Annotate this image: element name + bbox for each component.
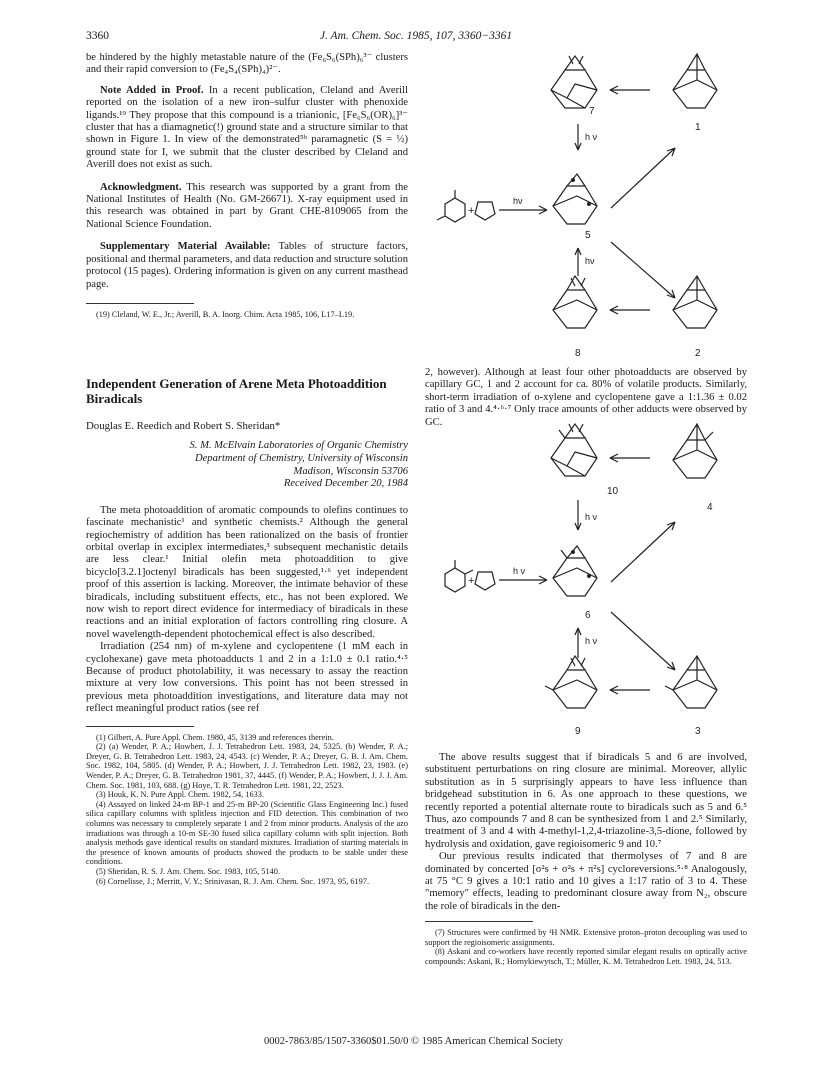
journal-citation: J. Am. Chem. Soc. 1985, 107, 3360−3361 — [319, 30, 513, 42]
authors: Douglas E. Reedich and Robert S. Sheridan* — [86, 420, 281, 432]
ack-heading: Acknowledgment. — [100, 181, 182, 193]
supp-text: Tables of structure factors, positional and thermal parameters, and data reduction and structure solution protocol (15 pages). Ordering information is given on any current masthead page. — [86, 241, 408, 290]
left-column — [86, 52, 408, 320]
page-header — [86, 30, 746, 46]
affiliation-line-1: S. M. McElvain Laboratories of Organic Chemistry — [189, 440, 408, 452]
scheme-2 — [425, 422, 747, 742]
article-title: Independent Generation of Arene Meta Photoaddition Biradicals — [86, 376, 387, 406]
footnotes-right — [425, 928, 747, 966]
cyclopentene-structure — [475, 202, 495, 220]
hv-label-6: h ν — [585, 636, 598, 646]
intro-paragraph: be hindered by the highly metastable nature of the (Fe₆S₆(SPh)₆³⁻ clusters and their rapid conversion to (Fe₄S₄(SPh)₄)²⁻. — [86, 52, 408, 76]
note-text: In a recent publication, Cleland and Averill reported on the isolation of a new iron–sulfur cluster with phenoxide ligands.¹⁹ They propose that this compound is a trianionic, [Fe₆S₆(OR)₆]³⁻ cluster that has a diamagnetic(!) ground state and a structure similar to that shown in Figure 1. In view of the demonstrated⁵ᵇ paramagnetic (S = ½) ground state for I, we submit that the cluster described by Cleland and Averill does not exist as such. — [86, 84, 408, 171]
page-footer: 0002-7863/85/1507-3360$01.50/0 © 1985 American Chemical Society — [263, 1036, 564, 1047]
arrow-5-to-2 — [611, 242, 675, 298]
note-heading: Note Added in Proof. — [100, 84, 204, 96]
m-xylene-structure — [437, 190, 465, 222]
hv-label-3: hν — [585, 256, 595, 266]
supplementary-material — [86, 241, 408, 291]
right-body — [425, 752, 747, 967]
body-paragraph-2: Irradiation (254 nm) of m-xylene and cyclopentene (1 mM each in cyclohexane) gave meta photoadducts 1 and 2 in a 1:1.0 ± 0.1 ratio.⁴·⁵ Because of product photolability, it was necessary to assay the reaction mixture at very low conversions. This point has not been stressed in previous meta photoaddition investigations, and literature data may not reflect meaningful product ratios (see ref — [86, 641, 408, 715]
footnote-item: (2) (a) Wender, P. A.; Howbert, J. J. Tetrahedron Lett. 1983, 24, 5325. (b) Wender, P. A.; Dreyer, G. B. Tetrahedron Lett. 1983, 24, 4543. (c) Wender, P. A.; Dreyer, G. B. J. Am. Chem. Soc. 1982, 104, 5805. (d) Wender, P. A.; Howbert, J. J. Tetrahedron Lett. 1982, 23, 1983. (e) Wender, P. A.; Dreyer, G. B. Tetrahedron 1981, 37, 4445. (f) Wender, P. A.; Howbert, J. J. J. Am. Chem. Soc. 1981, 103, 688. (g) Hoye, T. R. Tetrahedron Lett. 1981, 22, 2523. — [86, 742, 408, 790]
received-date: Received December 20, 1984 — [283, 478, 408, 490]
right-para-c: Our previous results indicated that thermolyses of 7 and 8 are dominated by concerted [σ²s + σ²s + π²s] cycloreversions.⁵·⁸ Analogously, at 75 °C 9 gives a 10:1 ratio and 10 gives a 1:17 ratio of 3 to 4. These "memory" effects, leading to predominant closure away from N₂, obscure the role of biradicals in the den- — [425, 851, 747, 912]
structure-5 — [553, 174, 597, 224]
footnote-rule — [86, 303, 194, 304]
article-start — [86, 376, 408, 886]
label-10: 10 — [607, 486, 619, 497]
note-added-in-proof — [86, 85, 408, 172]
label-4: 4 — [707, 502, 713, 513]
svg-text:+: + — [468, 205, 475, 217]
arrow-6-to-3 — [611, 612, 675, 670]
label-9: 9 — [575, 726, 581, 737]
hv-label-5: h ν — [513, 566, 526, 576]
body-paragraph-1: The meta photoaddition of aromatic compounds to olefins continues to fascinate mechanistic¹ and synthetic chemists.² Although the general regiochemistry of addition has been rationalized on the basis of frontier orbital overlap in exciplex intermediates,³ subsequent mechanistic details are less clear.¹ Initial olefin meta photoaddition to give bicyclo[3.2.1]octenyl biradicals has been suggested,¹·⁶ yet independent proof of this assertion is lacking. Moreover, the intimate behavior of these biradicals, including substituent effects, etc., has not been explored. We now wish to report direct evidence for intermediacy of biradicals in these reactions and an initial exploration of factors controlling ring closure. A novel wavelength-dependent photochemical effect is also described. — [86, 504, 408, 640]
label-7: 7 — [589, 106, 595, 117]
hv-label-2: hν — [513, 196, 523, 206]
cyclopentene-structure-2 — [475, 572, 495, 590]
right-para-a: 2, however). Although at least four other photoadducts are observed by capillary GC, 1 and 2 account for ca. 80% of volatile products. Similarly, short-term irradiation of o-xylene and cyclopentene gave a 1:1.36 ± 0.02 ratio of 3 and 4.⁴·⁶·⁷ Only trace amounts of other adducts were observed by GC. — [425, 367, 747, 428]
arrow-5-to-1 — [611, 148, 675, 208]
footnote-item: (6) Cornelisse, J.; Merritt, V. Y.; Srinivasan, R. J. Am. Chem. Soc. 1973, 95, 6197. — [96, 876, 370, 886]
footnote-19: (19) Cleland, W. E., Jr.; Averill, B. A. Inorg. Chim. Acta 1985, 106, L17–L19. — [96, 309, 355, 319]
label-5: 5 — [585, 230, 591, 241]
footnote-item: (4) Assayed on linked 24-m BP-1 and 25-m BP-20 (Scientific Glass Engineering Inc.) fused silica capillary columns with splitless injection and FID detection. This combination of two columns was necessary to completely separate 1 and 2 from minor products. Analysis of the azo irradiations was through a 10-m SE-30 fused silica capillary column with split injection. Both analysis methods gave identical results on standard mixtures. Irradiation of starting materials in the presence of known amounts of products showed the products to be stable under these conditions. — [86, 799, 408, 867]
structure-8 — [553, 276, 597, 328]
acknowledgment — [86, 182, 408, 232]
structure-10 — [551, 424, 597, 476]
hv-label-4: h ν — [585, 512, 598, 522]
affiliation — [86, 440, 408, 490]
label-3: 3 — [695, 726, 701, 737]
affiliation-line-2: Department of Chemistry, University of Wisconsin — [194, 453, 408, 464]
scheme-1 — [425, 52, 747, 364]
hv-label-1: h ν — [585, 132, 598, 142]
structure-7 — [551, 56, 597, 108]
footnotes-left — [86, 733, 408, 887]
structure-4 — [673, 424, 717, 478]
footnote-item: (7) Structures were confirmed by ¹H NMR. Extensive proton–proton decoupling was used to support the regioisomeric assignments. — [425, 928, 747, 947]
footnote-item: (3) Houk, K. N. Pure Appl. Chem. 1982, 54, 1633. — [96, 790, 265, 800]
label-1: 1 — [695, 122, 701, 133]
footnote-item: (5) Sheridan, R. S. J. Am. Chem. Soc. 1983, 105, 5140. — [96, 867, 280, 876]
svg-text:+: + — [468, 575, 475, 587]
footnote-rule-3 — [425, 921, 533, 922]
supp-heading: Supplementary Material Available: — [100, 241, 271, 253]
footnote-rule-2 — [86, 726, 194, 727]
right-para-b: The above results suggest that if biradicals 5 and 6 are involved, substituent perturbations on ring closure are minimal. Moreover, allylic substitution as in 5 surprisingly appears to have less influence than bridgehead substitution in 6. As one approach to these questions, we recently reported a potential alternate route to biradicals such as 5 and 6.⁵ Thus, azo compounds 7 and 8 can be synthesized from 1 and 2.⁵ Similarly, treatment of 3 and 4 with 4-methyl-1,2,4-triazoline-3,5-dione, followed by hydrolysis and oxidation, gave regioisomeric 9 and 10.⁷ — [425, 752, 747, 850]
structure-2 — [673, 276, 717, 328]
label-2: 2 — [695, 348, 701, 359]
page-number: 3360 — [86, 30, 109, 42]
structure-9 — [545, 656, 597, 708]
structure-1 — [673, 54, 717, 108]
footnote-item: (1) Gilbert, A. Pure Appl. Chem. 1980, 45, 3139 and references therein. — [96, 732, 334, 742]
footnote-item: (8) Askani and co-workers have recently reported similar elegant results on optically active compounds: Askani, R.; Hornykiewytsch, T.; Müller, K. M. Tetrahedron Lett. 1983, 24, 513. — [425, 947, 747, 967]
structure-6 — [553, 546, 597, 596]
affiliation-line-3: Madison, Wisconsin 53706 — [293, 465, 408, 477]
arrow-6-to-4 — [611, 522, 675, 582]
label-8: 8 — [575, 348, 581, 359]
label-6: 6 — [585, 610, 591, 621]
ack-text: This research was supported by a grant from the National Institutes of Health (No. GM-26671). X-ray equipment used in this research was obtained in part by Grant CHE-8109065 from the National Science Foundation. — [86, 181, 408, 230]
